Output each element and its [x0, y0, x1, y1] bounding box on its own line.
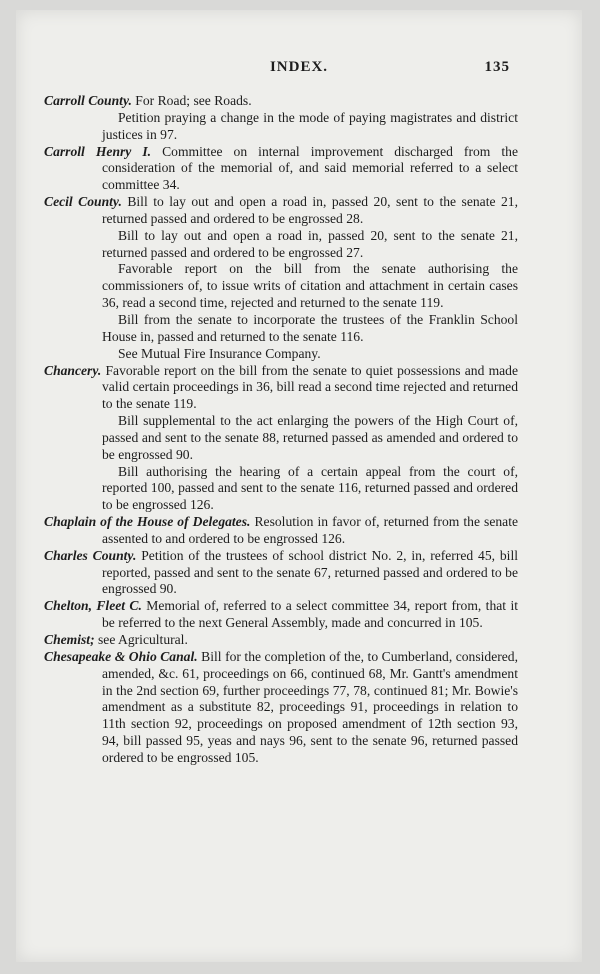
index-heading: Chemist; [44, 632, 95, 647]
index-entry-line [44, 144, 518, 195]
index-text: Petition praying a change in the mode of paying magistrates and district justices in 97. [102, 109, 518, 142]
index-text: Bill supplemental to the act enlarging the powers of the High Court of, passed and sent to the senate 88, returned passed as amended and ordered to be engrossed 90. [102, 413, 518, 462]
index-text: Bill from the senate to incorporate the trustees of the Franklin School House in, passed and returned to the senate 116. [102, 311, 518, 344]
index-subentry [44, 464, 518, 515]
index-entry-line [44, 649, 518, 767]
index-text: Favorable report on the bill from the senate to quiet possessions and made valid certain proceedings in 36, bill read a second time rejected and returned to the senate 119. [102, 362, 519, 412]
index-entry [44, 598, 518, 632]
index-entry [44, 144, 518, 195]
index-entry [44, 363, 518, 515]
page-number: 135 [484, 59, 510, 75]
index-subentry [44, 346, 518, 363]
index-text: Favorable report on the bill from the senate authorising the commissioners of, to issue writs of citation and attachment in certain cases 36, read a second time, rejected and returned to the senate 119. [102, 261, 518, 311]
index-text: Bill to lay out and open a road in, passed 20, sent to the senate 21, returned passed and ordered to be engrossed 27. [102, 227, 518, 260]
index-entry [44, 649, 518, 767]
index-heading: Carroll County. [44, 93, 132, 108]
index-entry [44, 548, 518, 599]
book-page [16, 10, 582, 962]
index-text: For Road; see Roads. [135, 93, 252, 108]
index-subentry [44, 228, 518, 262]
index-entry [44, 93, 518, 144]
index-entry-line [44, 598, 518, 632]
index-entry [44, 194, 518, 362]
index-heading: Chesapeake & Ohio Canal. [44, 648, 198, 664]
index-heading: Cecil County. [44, 194, 122, 210]
index-text: Resolution in favor of, returned from the senate assented to and ordered to be engrossed 126. [102, 514, 519, 546]
index-subentry [44, 312, 518, 346]
index-text: see Agricultural. [98, 632, 188, 647]
index-heading: Carroll Henry I. [44, 143, 152, 159]
index-entry-line [44, 514, 518, 548]
index-heading: Chelton, Fleet C. [44, 598, 142, 614]
index-text: See Mutual Fire Insurance Company. [118, 345, 321, 361]
index-text: Petition of the trustees of school district No. 2, in, referred 45, bill reported, passed and sent to the senate 67, returned passed and ordered to be engrossed 90. [102, 547, 519, 597]
index-text: Committee on internal improvement discharged from the consideration of the memorial of, and said memorial referred to a select committee 34. [102, 143, 519, 193]
index-entry-line [44, 194, 518, 228]
page-title: INDEX. [269, 59, 329, 75]
index-text: Bill for the completion of the, to Cumberland, considered, amended, &c. 61, proceedings on 66, continued 68, Mr. Gantt's amendment in the 2nd section 69, further proceedings 77, 78, continued 81; Mr. Bowie's amendment as a substitute 82, proceedings 91, proceedings in relation to 11th section 92, proceedings on proposed amendment of 12th section 93, 94, bill passed 95, yeas and nays 96, sent to the senate 96, returned passed ordered to be engrossed 105. [102, 648, 519, 765]
index-entry-line [44, 548, 518, 599]
index-entry-line [44, 632, 518, 649]
index-entry-line [44, 363, 518, 414]
index-entry-line [44, 93, 518, 110]
index-subentry [44, 261, 518, 312]
index-entry [44, 514, 518, 548]
index-text: Bill authorising the hearing of a certain appeal from the court of, reported 100, passed and sent to the senate 116, returned passed and ordered to be engrossed 126. [102, 463, 518, 513]
index-subentry [44, 110, 518, 144]
index-text: Memorial of, referred to a select committee 34, report from, that it be referred to the next General Assembly, made and concurred in 105. [102, 598, 519, 631]
page-header [16, 59, 582, 81]
index-heading: Chaplain of the House of Delegates. [44, 514, 251, 530]
index-heading: Chancery. [44, 362, 102, 378]
index-heading: Charles County. [44, 547, 137, 563]
index-entry [44, 632, 518, 649]
index-subentry [44, 413, 518, 464]
index-body [44, 93, 518, 767]
index-text: Bill to lay out and open a road in, passed 20, sent to the senate 21, returned passed and ordered to be engrossed 28. [102, 194, 518, 226]
